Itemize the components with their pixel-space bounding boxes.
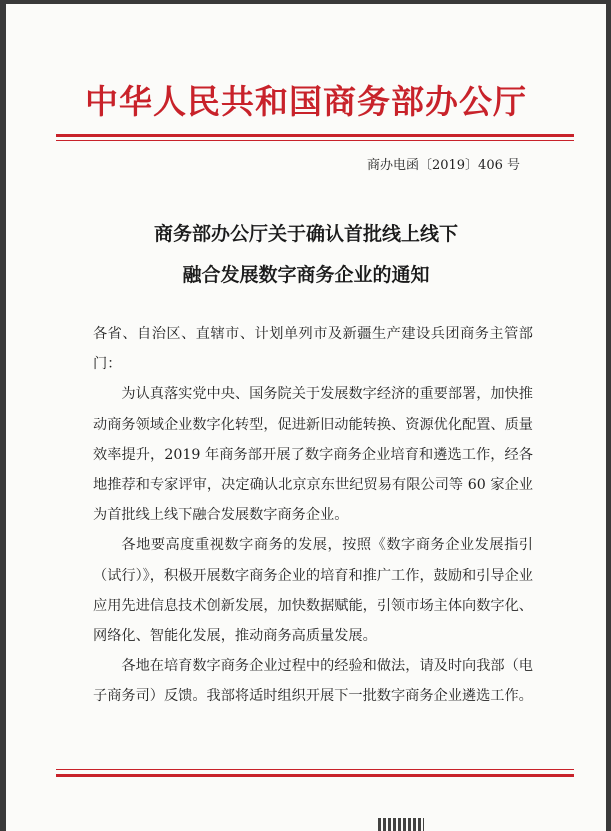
qr-code-fragment-icon (378, 818, 424, 831)
salutation: 各省、自治区、直辖市、计划单列市及新疆生产建设兵团商务主管部门： (93, 326, 533, 373)
paragraph-1: 为认真落实党中央、国务院关于发展数字经济的重要部署，加快推动商务领域企业数字化转型，促进新旧动能转换、资源优化配置、质量效率提升，2019 年商务部开展了数字商务企业培育和遴选工作，经各地推荐和专家评审，决定确认北京京东世纪贸易有限公司等 60 家企业为首批线上线下融合发展数字商务企业。 (93, 386, 533, 524)
red-header-rule-thin (56, 140, 574, 141)
document-body (93, 319, 533, 712)
paragraph-2: 各地要高度重视数字商务的发展，按照《数字商务企业发展指引（试行）》，积极开展数字商务企业的培育和推广工作，鼓励和引导企业应用先进信息技术创新发展，加快数据赋能，引领市场主体向数字化、网络化、智能化发展，推动商务高质量发展。 (93, 537, 533, 645)
red-footer-rule-thick (56, 774, 574, 777)
document-number: 商办电函〔2019〕406 号 (366, 158, 520, 173)
issuing-agency-heading: 中华人民共和国商务部办公厅 (85, 82, 527, 121)
red-header-rule-thick (56, 134, 574, 137)
document-title-line-1: 商务部办公厅关于确认首批线上线下 (153, 223, 458, 245)
red-footer-rule-thin (56, 769, 574, 770)
paragraph-3: 各地在培育数字商务企业过程中的经验和做法，请及时向我部（电子商务司）反馈。我部将适时组织开展下一批数字商务企业遴选工作。 (93, 658, 533, 705)
document-page (6, 4, 606, 831)
document-title-line-2: 融合发展数字商务企业的通知 (182, 264, 430, 286)
